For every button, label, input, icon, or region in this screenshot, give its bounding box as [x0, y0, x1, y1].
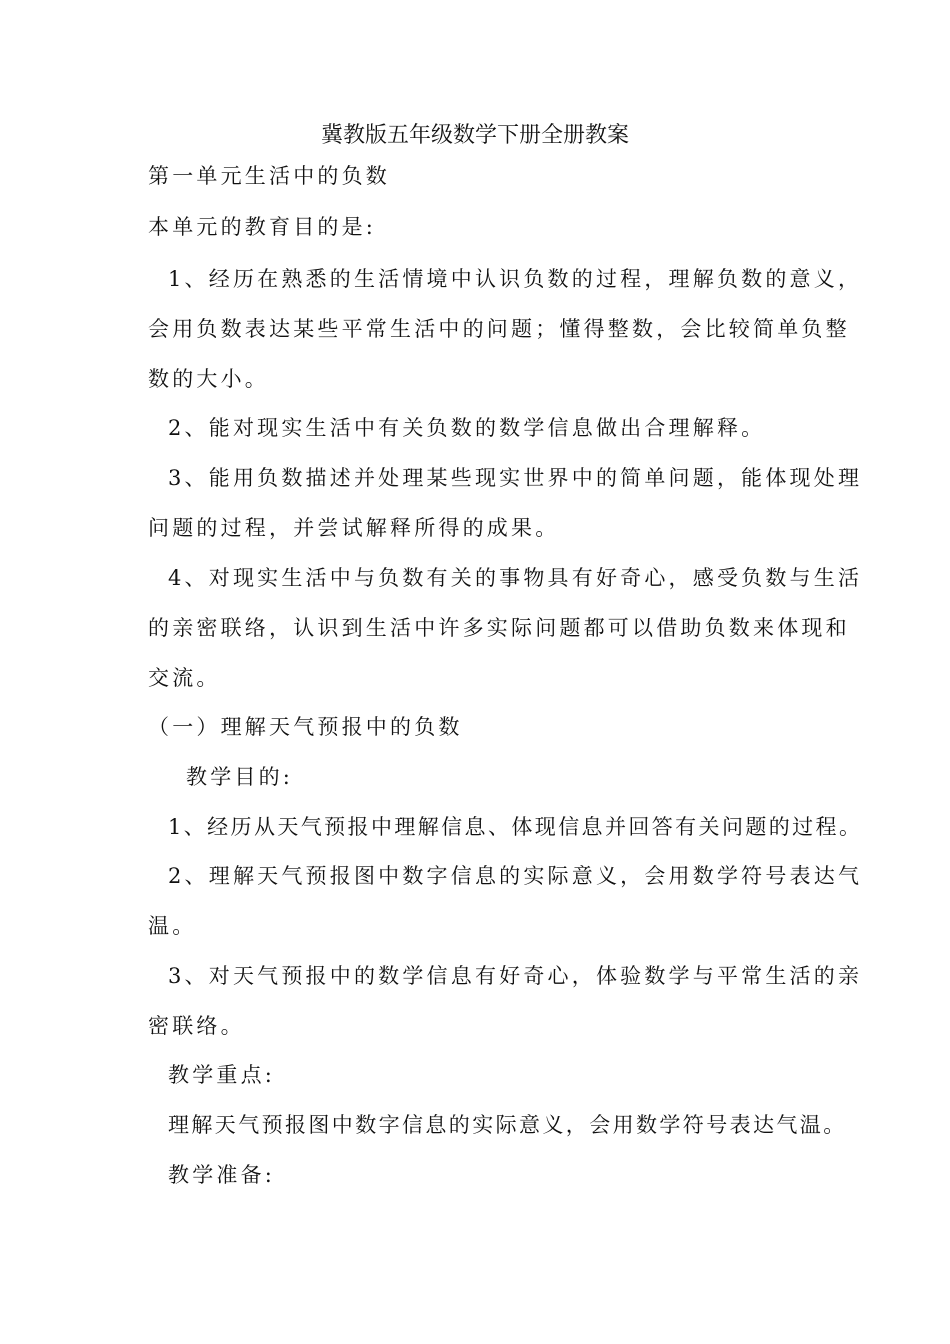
teaching-goal-2-line-2: 温。 [148, 914, 197, 938]
goal-1-line-2: 会用负数表达某些平常生活中的问题；懂得整数，会比较简单负整 [148, 317, 850, 341]
goal-3-line-1: 3、能用负数描述并处理某些现实世界中的简单问题，能体现处理 [168, 466, 863, 490]
teaching-goals-heading: 教学目的: [186, 765, 294, 789]
goal-1-line-3: 数的大小。 [148, 367, 269, 391]
unit-goals-heading: 本单元的教育目的是: [148, 215, 377, 239]
teaching-goal-2-line-1: 2、理解天气预报图中数字信息的实际意义，会用数学符号表达气 [168, 864, 863, 888]
teaching-goal-3-line-1: 3、对天气预报中的数学信息有好奇心，体验数学与平常生活的亲 [168, 964, 863, 988]
goal-1-line-1: 1、经历在熟悉的生活情境中认识负数的过程，理解负数的意义， [168, 267, 863, 291]
goal-4-line-1: 4、对现实生活中与负数有关的事物具有好奇心，感受负数与生活 [168, 566, 863, 590]
goal-3-line-2: 问题的过程，并尝试解释所得的成果。 [148, 516, 560, 540]
goal-2-line-1: 2、能对现实生活中有关负数的数学信息做出合理解释。 [168, 416, 766, 440]
unit-heading: 第一单元生活中的负数 [148, 164, 390, 188]
document-title: 冀教版五年级数学下册全册教案 [320, 123, 629, 148]
goal-4-line-2: 的亲密联络，认识到生活中许多实际问题都可以借助负数来体现和 [148, 616, 850, 640]
section-heading: （一）理解天气预报中的负数 [148, 715, 463, 739]
teaching-goal-1: 1、经历从天气预报中理解信息、体现信息并回答有关问题的过程。 [168, 815, 863, 839]
teaching-preparation-heading: 教学准备: [168, 1163, 276, 1187]
teaching-focus-heading: 教学重点: [168, 1063, 276, 1087]
teaching-focus-text: 理解天气预报图中数字信息的实际意义，会用数学符号表达气温。 [168, 1113, 847, 1137]
goal-4-line-3: 交流。 [148, 666, 221, 690]
teaching-goal-3-line-2: 密联络。 [148, 1014, 245, 1038]
